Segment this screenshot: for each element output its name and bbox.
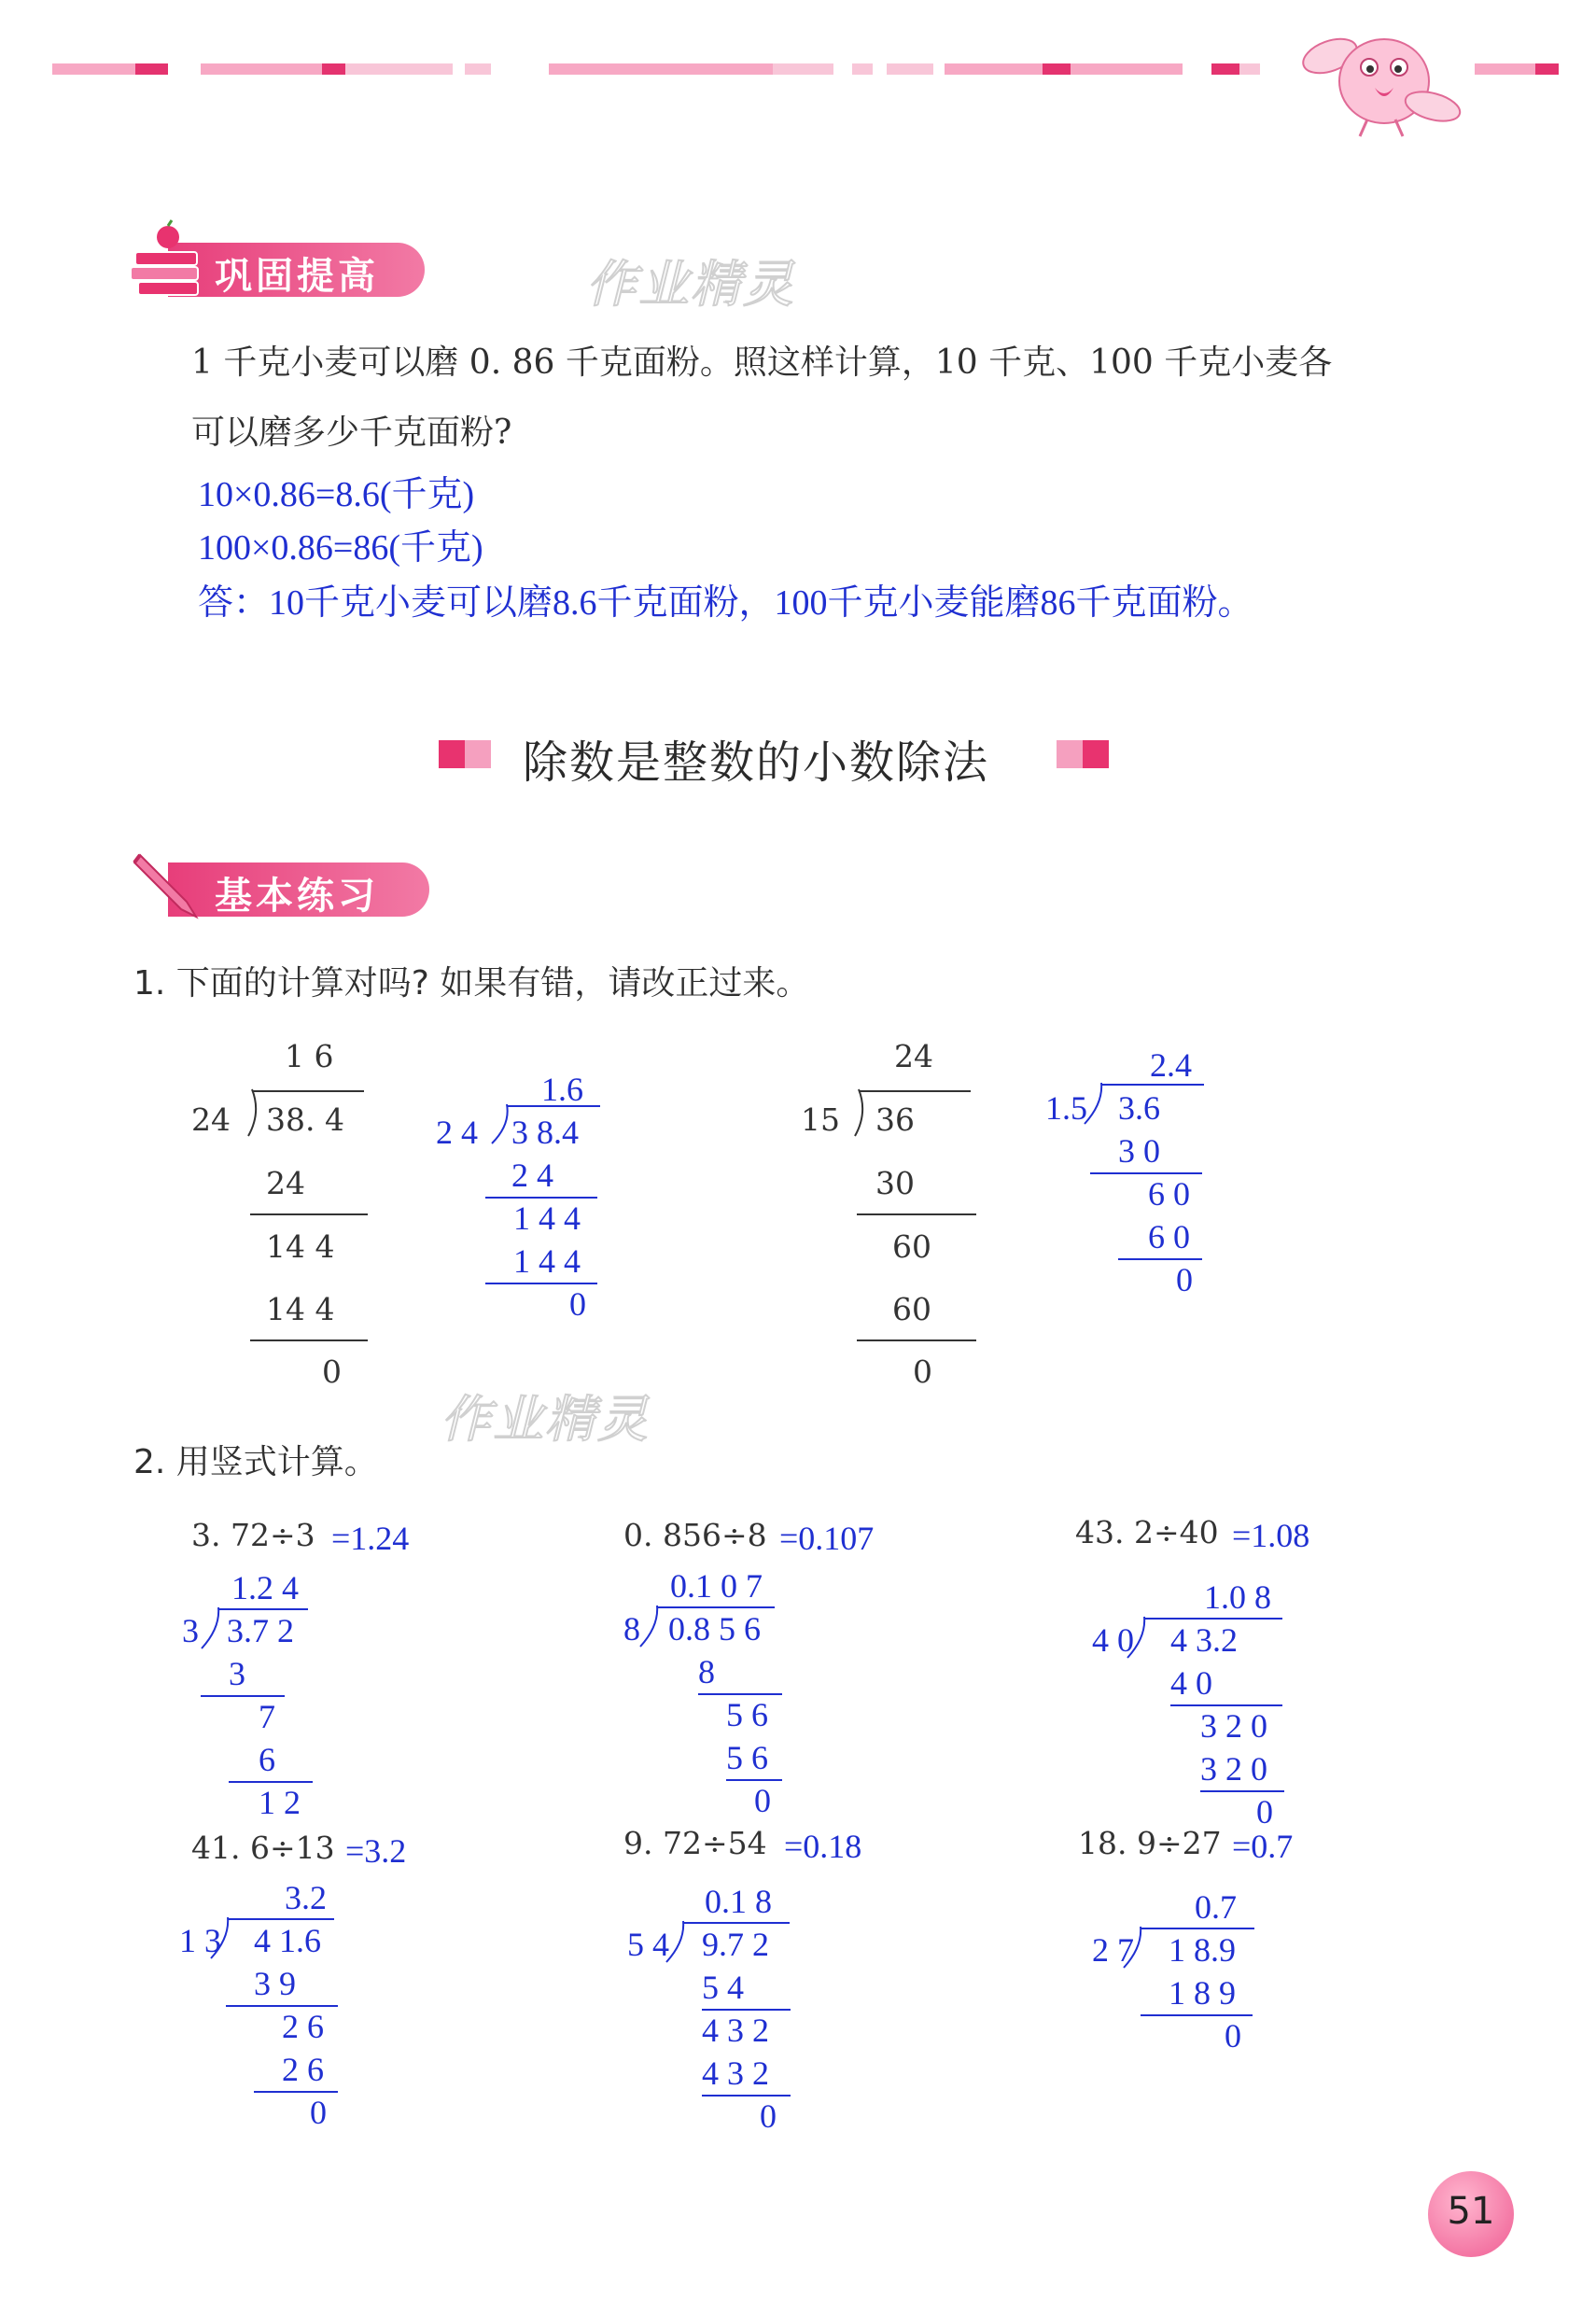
consolidate-header-label: 巩固提高 — [215, 255, 379, 298]
consolidate-header — [131, 237, 425, 297]
question-line-1: 1 千克小麦可以磨 0. 86 千克面粉。照这样计算，10 千克、100 千克小麦各 — [191, 344, 1333, 382]
answer-line-1: 10×0.86=8.6(千克) — [198, 475, 475, 514]
pencil-icon — [131, 848, 205, 922]
title-square-left-light — [465, 740, 491, 768]
section-title: 除数是整数的小数除法 — [523, 736, 990, 789]
answer-line-3: 答：10千克小麦可以磨8.6千克面粉，100千克小麦能磨86千克面粉。 — [198, 583, 1253, 623]
basic-practice-header-label: 基本练习 — [215, 875, 379, 918]
books-apple-icon — [131, 220, 205, 304]
watermark: 作业精灵 — [586, 255, 795, 314]
title-square-right-light — [1057, 740, 1083, 768]
title-square-left — [439, 740, 465, 768]
answer-line-2: 100×0.86=86(千克) — [198, 528, 483, 568]
bird-mascot-icon — [1302, 21, 1461, 142]
page-number: 51 — [1447, 2190, 1495, 2233]
question-2: 2. 用竖式计算。 — [133, 1443, 378, 1481]
title-square-right — [1083, 740, 1109, 768]
watermark-2: 作业精灵 — [441, 1390, 650, 1449]
basic-practice-header — [131, 857, 429, 917]
question-line-2: 可以磨多少千克面粉? — [191, 414, 512, 452]
question-1: 1. 下面的计算对吗? 如果有错，请改正过来。 — [133, 964, 810, 1003]
